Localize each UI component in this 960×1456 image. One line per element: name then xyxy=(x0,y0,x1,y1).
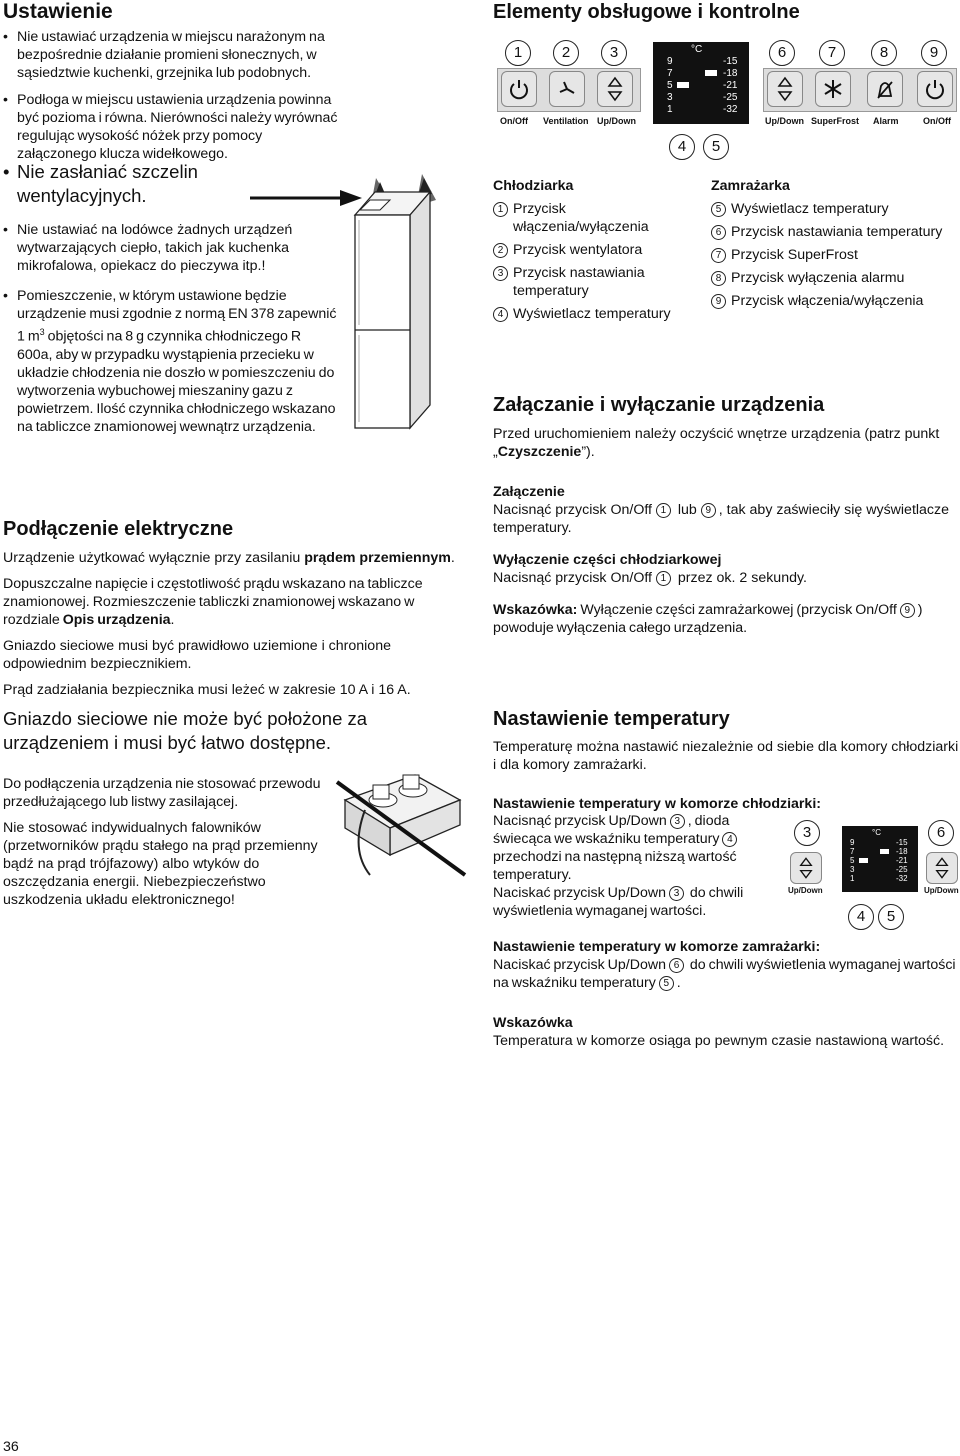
elektryczne-body-2 xyxy=(3,775,333,917)
legend-title: Chłodziarka xyxy=(493,178,574,194)
legend-item: 7 Przycisk SuperFrost xyxy=(711,246,960,264)
callout-number: 4 xyxy=(848,904,874,930)
up-down-button-fridge[interactable] xyxy=(790,852,822,884)
nastawienie-zam-body xyxy=(493,938,960,1058)
paragraph: Naciskać przycisk Up/Down 6 do chwili wyświetlenia wymaganej wartości na wskaźniku temperatury 5 . xyxy=(493,957,956,991)
alarm-off-icon xyxy=(868,72,902,106)
paragraph-large: Gniazdo sieciowe nie może być położone za urządzeniem i musi być łatwo dostępne. xyxy=(3,708,368,753)
alarm-button[interactable] xyxy=(867,71,903,107)
fan-icon xyxy=(550,72,584,106)
paragraph: Nacisnąć przycisk On/Off 1 przez ok. 2 sekundy. xyxy=(493,570,807,586)
button-label: On/Off xyxy=(500,116,528,126)
button-label: Alarm xyxy=(873,116,899,126)
paragraph: Gniazdo sieciowe musi być prawidłowo uziemione i chronione odpowiednim bezpiecznikiem. xyxy=(3,638,391,672)
bullet-item: • Podłoga w miejscu ustawienia urządzenia powinna być pozioma i równa. Nierówności należy wyrównać regulując wysokość nóżek przy pomocy załączonego klucza widełkowego. xyxy=(3,91,339,163)
subheading: Nastawienie temperatury w komorze chłodziarki: xyxy=(493,796,821,812)
legend-item: 6 Przycisk nastawiania temperatury xyxy=(711,223,960,241)
callout-number: 6 xyxy=(928,820,954,846)
callout-number: 6 xyxy=(769,40,795,66)
button-label: Ventilation xyxy=(543,116,589,126)
up-down-button-freezer[interactable] xyxy=(926,852,958,884)
freezer-led xyxy=(705,70,717,76)
unit-label: °C xyxy=(691,44,703,55)
button-label: SuperFrost xyxy=(811,116,860,126)
paragraph: Do podłączenia urządzenia nie stosować przewodu przedłużającego lub listwy zasilającej. xyxy=(3,776,321,810)
callout-number: 5 xyxy=(878,904,904,930)
nastawienie-intro xyxy=(493,738,960,782)
arrow-head-icon xyxy=(340,190,362,206)
temperature-display: °C 9 7 5 3 1 -15 -18 -21 -25 -32 xyxy=(842,826,918,892)
callout-number: 1 xyxy=(505,40,531,66)
fridge-led xyxy=(859,858,868,863)
callout-number: 2 xyxy=(553,40,579,66)
fridge-led xyxy=(677,82,689,88)
callout-number: 7 xyxy=(819,40,845,66)
up-down-icon xyxy=(768,72,802,106)
bullet-item: • Nie zasłaniać szczelin wentylacyjnych. xyxy=(3,160,243,208)
callout-number: 5 xyxy=(703,134,729,160)
temperature-display xyxy=(653,42,749,124)
control-panel-illustration xyxy=(493,38,960,168)
freezer-led xyxy=(880,849,889,854)
legend-zamrazarka xyxy=(711,177,960,315)
bullets-ustawienie-1 xyxy=(3,28,339,163)
paragraph: Prąd zadziałania bezpiecznika musi leżeć w zakresie 10 A i 16 A. xyxy=(3,682,411,698)
section-title-nastawienie: Nastawienie temperatury xyxy=(493,708,730,730)
legend-item: 5 Wyświetlacz temperatury xyxy=(711,200,960,218)
up-down-button-fridge[interactable] xyxy=(597,71,633,107)
subheading: Załączenie xyxy=(493,484,565,500)
legend-item: 9 Przycisk włączenia/wyłączenia xyxy=(711,292,960,310)
superfrost-button[interactable] xyxy=(815,71,851,107)
bullet-item: • Nie ustawiać na lodówce żadnych urządzeń wytwarzających ciepło, takich jak kuchenka mikrofalowa, opiekacz do pieczywa itp.! xyxy=(3,221,339,275)
zalaczanie-body xyxy=(493,425,960,645)
power-icon xyxy=(918,72,952,106)
callout-number: 4 xyxy=(669,134,695,160)
section-title-elementy: Elementy obsługowe i kontrolne xyxy=(493,1,800,23)
section-title-zalaczanie: Załączanie i wyłączanie urządzenia xyxy=(493,394,825,416)
callout-number: 3 xyxy=(794,820,820,846)
subheading: Wskazówka xyxy=(493,1015,573,1031)
small-panel-illustration xyxy=(788,818,960,930)
legend-item: 1 Przycisk włączenia/wyłączenia xyxy=(493,200,703,236)
on-off-button-fridge[interactable] xyxy=(501,71,537,107)
legend-item: 2 Przycisk wentylatora xyxy=(493,241,703,259)
power-strip-illustration xyxy=(335,770,470,890)
subheading: Wyłączenie części chłodziarkowej xyxy=(493,552,722,568)
up-down-icon xyxy=(927,853,957,883)
up-down-button-freezer[interactable] xyxy=(767,71,803,107)
paragraph: Nie stosować indywidualnych falowników (przetworników prądu stałego na prąd przemienny bądź na prąd trójfazowy) albo wtyków do oszczędzania energii. Niebezpieczeństwo uszkodzenia układu elektronicznego! xyxy=(3,820,318,908)
paragraph: Urządzenie użytkować wyłącznie przy zasilaniu prądem przemiennym. xyxy=(3,550,455,566)
elektryczne-body xyxy=(3,549,467,763)
up-down-icon xyxy=(598,72,632,106)
paragraph: Wskazówka: Wyłączenie części zamrażarkowej (przycisk On/Off 9 ) powoduje wyłączenia całego urządzenia. xyxy=(493,602,923,636)
snowflake-icon xyxy=(816,72,850,106)
paragraph: Temperatura w komorze osiąga po pewnym czasie nastawioną wartość. xyxy=(493,1033,945,1049)
paragraph: Nacisnąć przycisk On/Off 1 lub 9 , tak aby zaświeciły się wyświetlacze temperatury. xyxy=(493,502,950,536)
legend-item: 4 Wyświetlacz temperatury xyxy=(493,305,703,323)
legend-item: 3 Przycisk nastawiania temperatury xyxy=(493,264,703,300)
power-icon xyxy=(502,72,536,106)
paragraph: Dopuszczalne napięcie i częstotliwość prądu wskazano na tabliczce znamionowej. Rozmieszczenie tabliczki znamionowej wskazano w rozdziale Opis urządzenia. xyxy=(3,576,423,628)
button-label: Up/Down xyxy=(788,886,823,895)
legend-chlodziarka xyxy=(493,177,703,328)
paragraph: Temperaturę można nastawić niezależnie od siebie dla komory chłodziarki i dla komory zamrażarki. xyxy=(493,739,959,773)
fridge-side xyxy=(410,192,430,428)
bullet-ventilation xyxy=(3,160,243,208)
nastawienie-chl-body xyxy=(493,812,785,920)
on-off-button-freezer[interactable] xyxy=(917,71,953,107)
callout-number: 8 xyxy=(871,40,897,66)
bullet-item: • Pomieszczenie, w którym ustawione będzie urządzenie musi zgodnie z normą EN 378 zapewnić 1 $m^3$ objętości na 8 g czynnika chłodniczego R 600a, aby w przypadku wystąpienia przecieku w układzie chłodzenia nie doszło w pomieszczeniu do wytworzenia wybuchowej mieszaniny gazu z powietrzem. Ilość czynnika chłodniczego wskazano na tabliczce znamionowej wewnątrz urządzenia. xyxy=(3,287,339,436)
button-label: Up/Down xyxy=(765,116,804,126)
paragraph: Przed uruchomieniem należy oczyścić wnętrze urządzenia (patrz punkt „Czyszczenie”). xyxy=(493,426,940,460)
paragraph: Naciskać przycisk Up/Down 3 do chwili wyświetlenia wymaganej wartości. xyxy=(493,885,744,919)
fridge-front xyxy=(355,215,410,428)
fridge-illustration xyxy=(240,170,440,430)
callout-number: 9 xyxy=(921,40,947,66)
section-title-ustawienie: Ustawienie xyxy=(3,0,113,23)
up-down-icon xyxy=(791,853,821,883)
legend-title: Zamrażarka xyxy=(711,178,790,194)
bullet-item: • Nie ustawiać urządzenia w miejscu narażonym na bezpośrednie działanie promieni słonecznych, w sąsiedztwie kuchenki, grzejnika lub podobnych. xyxy=(3,28,339,82)
button-label: Up/Down xyxy=(924,886,959,895)
fridge-scale: 9 7 5 3 1 xyxy=(667,56,673,115)
freezer-scale: -15 -18 -21 -25 -32 xyxy=(723,56,738,115)
subheading: Nastawienie temperatury w komorze zamrażarki: xyxy=(493,939,821,955)
button-label: On/Off xyxy=(923,116,951,126)
paragraph: Nacisnąć przycisk Up/Down 3 , dioda świecąca we wskaźniku temperatury 4 przechodzi na następną niższą wartość temperatury. xyxy=(493,813,737,883)
ventilation-button[interactable] xyxy=(549,71,585,107)
section-title-elektryczne: Podłączenie elektryczne xyxy=(3,518,234,540)
page-number: 36 xyxy=(3,1439,19,1455)
button-label: Up/Down xyxy=(597,116,636,126)
legend-item: 8 Przycisk wyłączenia alarmu xyxy=(711,269,960,287)
callout-number: 3 xyxy=(601,40,627,66)
